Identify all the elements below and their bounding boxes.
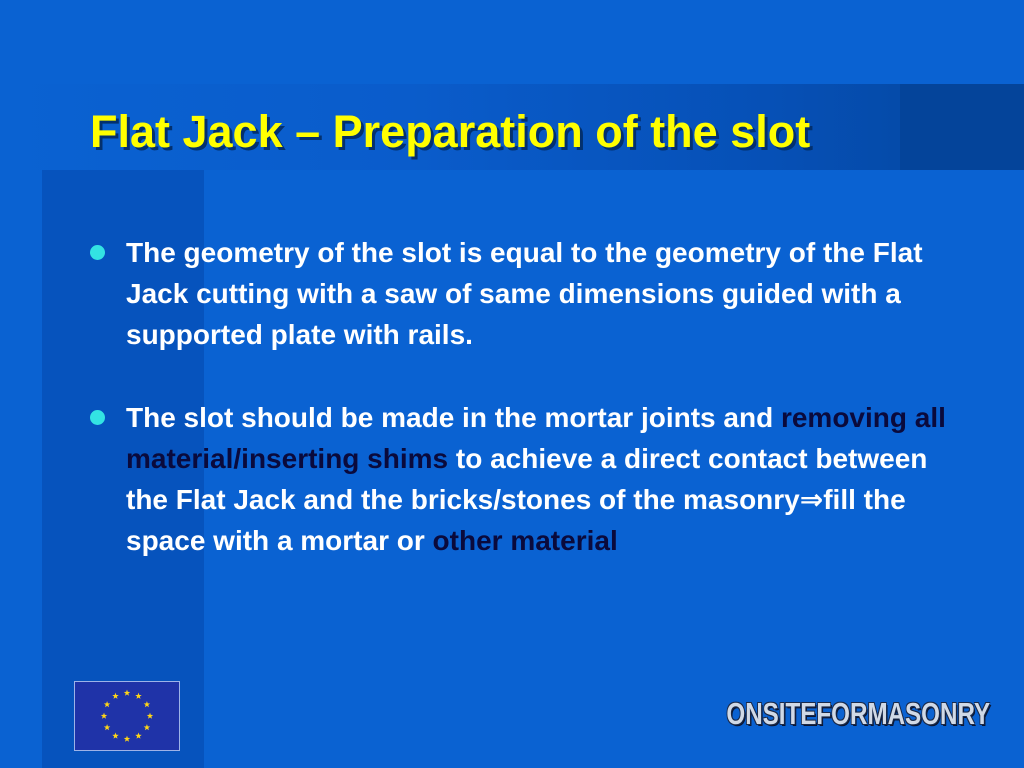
eu-star-icon bbox=[147, 713, 153, 719]
eu-flag-icon bbox=[74, 681, 180, 751]
eu-star-icon bbox=[112, 693, 118, 699]
bullet-text-2 bbox=[126, 397, 968, 561]
bullet-2-part-1: The slot should be made in the mortar joints and bbox=[126, 402, 781, 433]
bullet-2-part-3: fill the space with a mortar or bbox=[126, 484, 906, 556]
eu-star-icon bbox=[112, 733, 118, 739]
bullet-list bbox=[88, 232, 968, 561]
eu-star-icon bbox=[144, 724, 150, 730]
bullet-2-part-2: to achieve a direct contact between the Flat Jack and the bricks/stones of the masonry bbox=[126, 443, 928, 515]
bullet-dot-icon bbox=[90, 245, 105, 260]
bullet-text-1: The geometry of the slot is equal to the geometry of the Flat Jack cutting with a saw of same dimensions guided with a supported plate with rails. bbox=[126, 237, 923, 350]
eu-star-icon bbox=[144, 701, 150, 707]
bullet-dot-icon bbox=[90, 410, 105, 425]
eu-star-icon bbox=[104, 701, 110, 707]
eu-star-icon bbox=[124, 736, 130, 742]
bullet-item-2 bbox=[88, 397, 968, 561]
eu-star-icon bbox=[124, 690, 130, 696]
eu-star-icon bbox=[104, 724, 110, 730]
highlight-other-material: other material bbox=[432, 525, 618, 556]
title-band-accent bbox=[900, 84, 1024, 170]
onsiteformasonry-logo: ONSITEFORMASONRY bbox=[726, 696, 990, 731]
bullet-item-1 bbox=[88, 232, 968, 355]
eu-star-icon bbox=[101, 713, 107, 719]
highlight-removing-material: removing all material/inserting shims bbox=[126, 402, 946, 474]
eu-star-icon bbox=[135, 733, 141, 739]
slide-title: Flat Jack – Preparation of the slot bbox=[90, 106, 811, 157]
eu-star-icon bbox=[135, 693, 141, 699]
eu-stars-circle bbox=[75, 682, 179, 750]
implies-arrow-icon: ⇒ bbox=[799, 483, 824, 516]
